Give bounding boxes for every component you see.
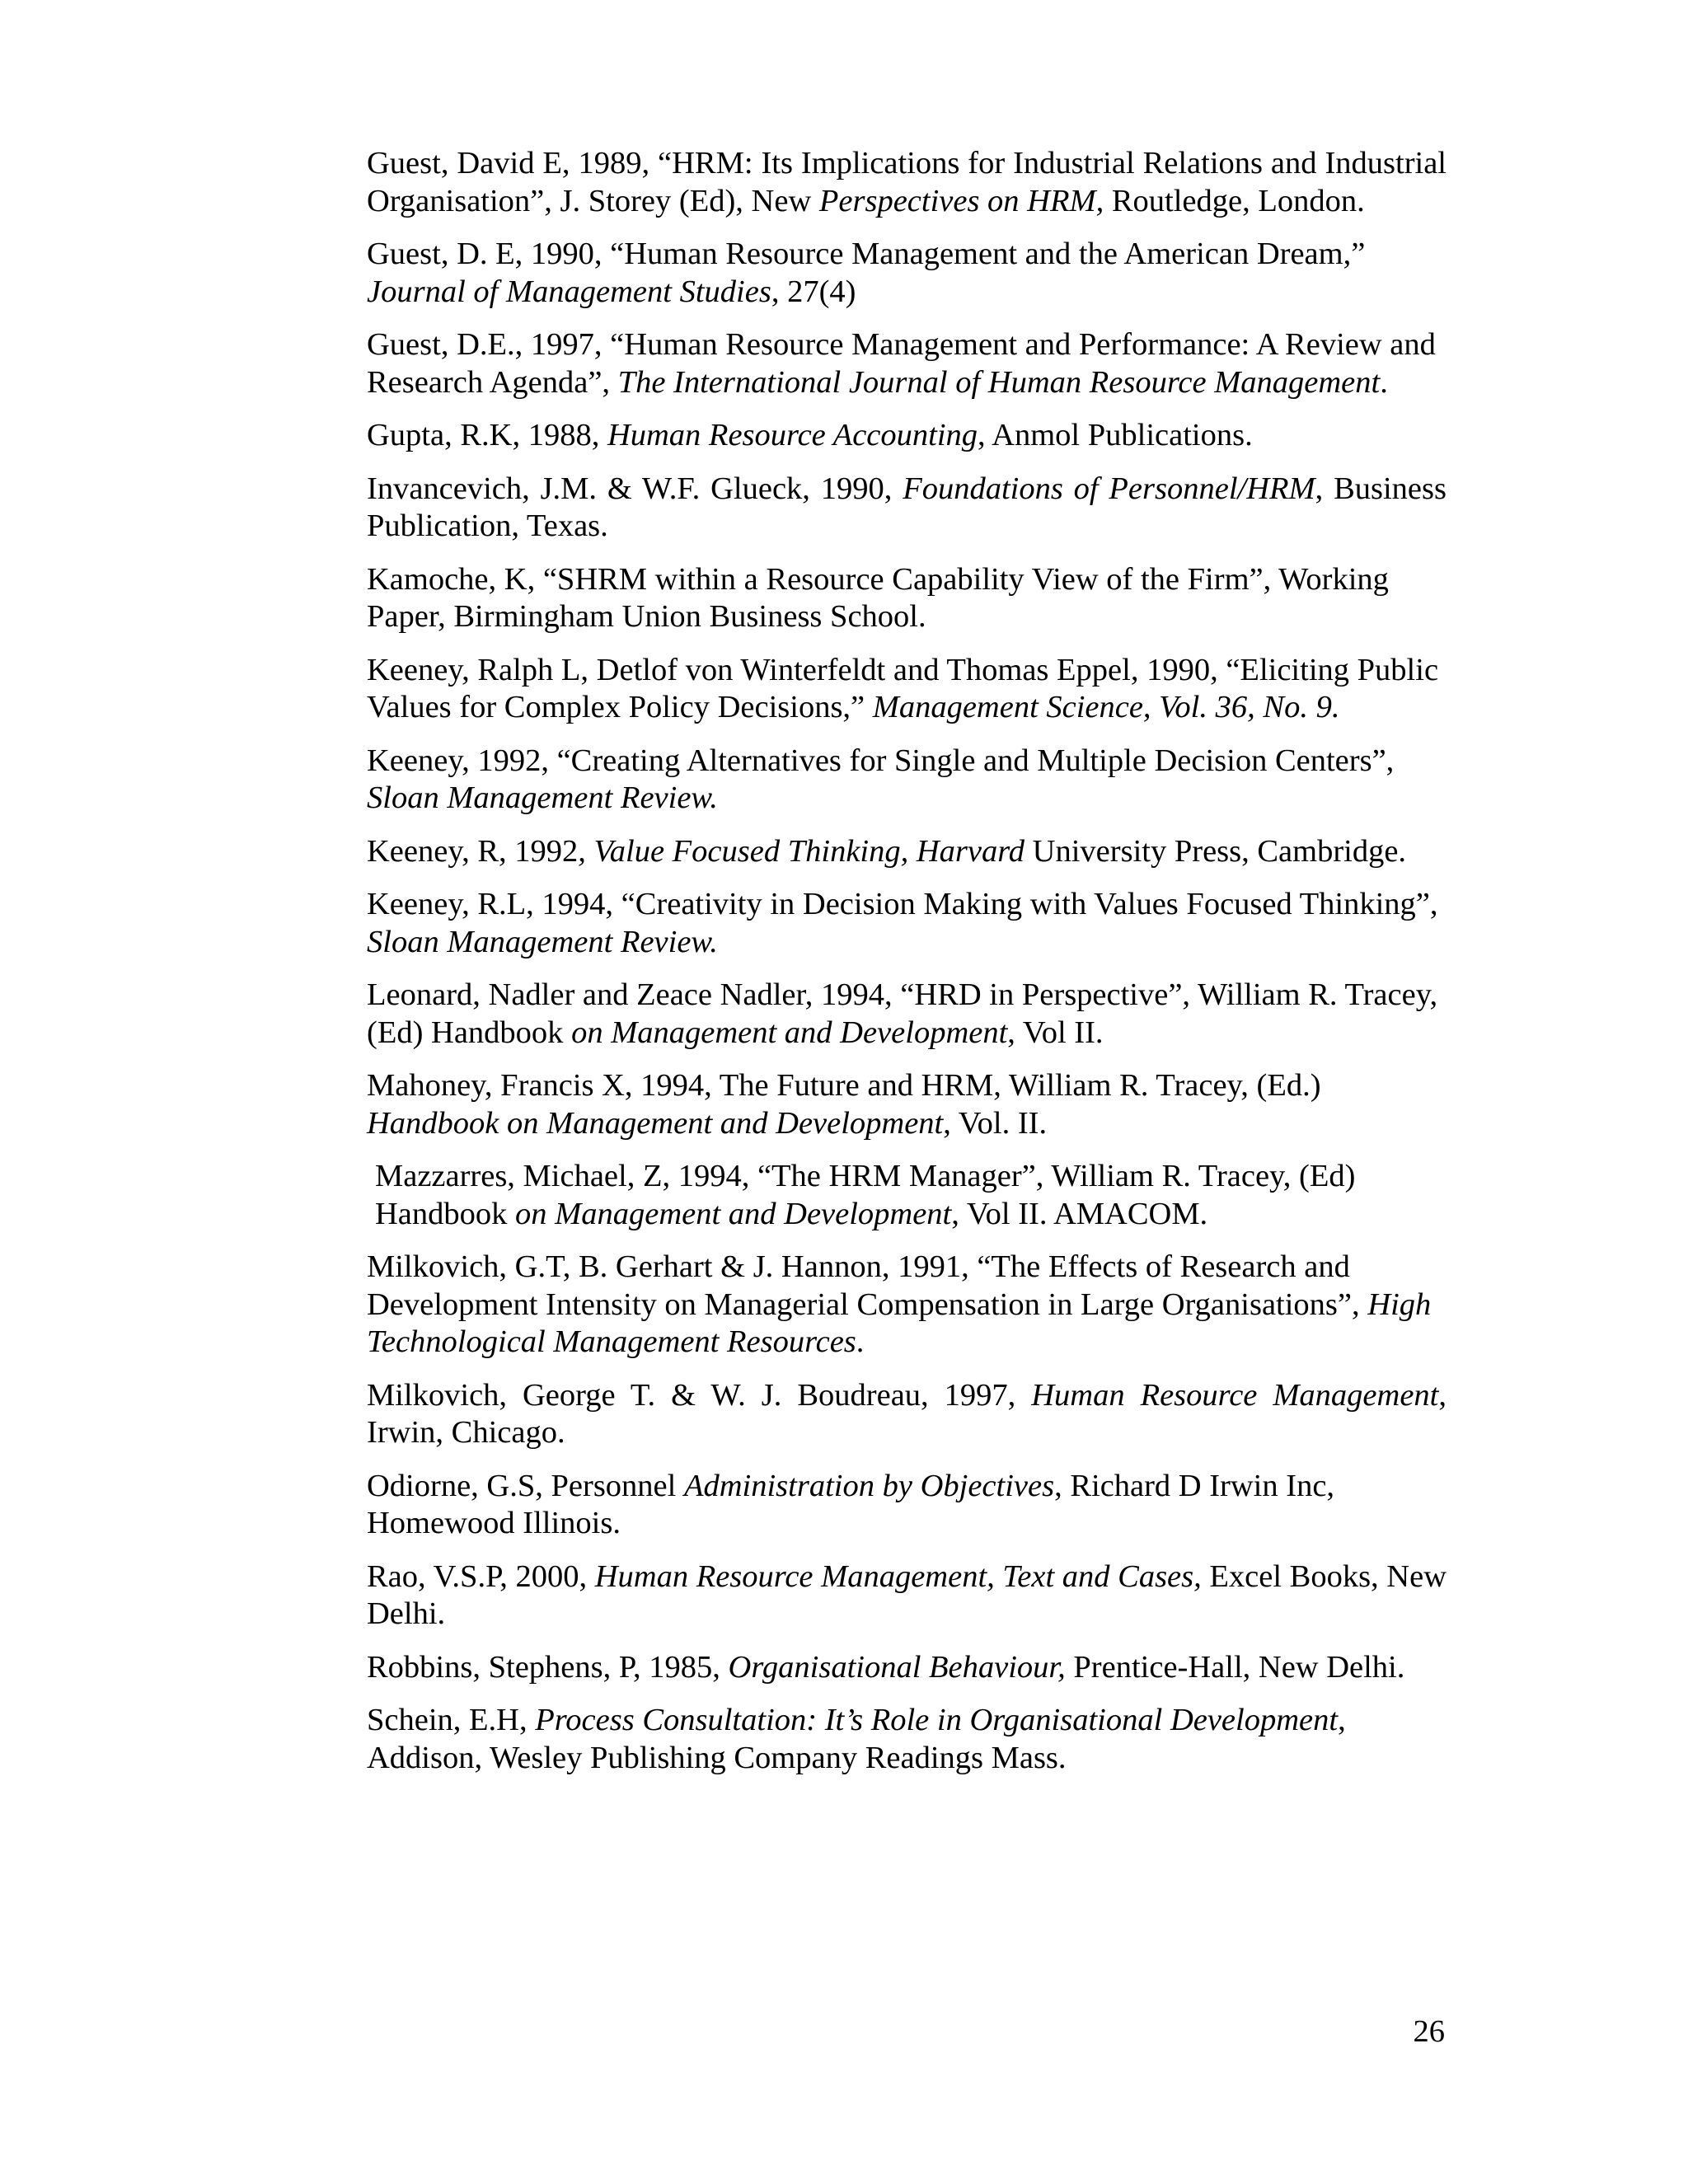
reference-title-italic: Management Science, Vol. 36, No. 9. xyxy=(872,690,1340,724)
reference-text: Guest, David E, 1989, “HRM: Its Implications for Industrial Relations and Industrial Organisation”, J. Storey (Ed), New xyxy=(367,146,1447,218)
reference-entry xyxy=(367,833,1447,871)
reference-text: , Business Publication, Texas. xyxy=(367,471,1447,543)
reference-text: , Vol II. AMACOM. xyxy=(951,1196,1208,1231)
reference-entry xyxy=(367,471,1447,546)
reference-title-italic: Administration by Objectives xyxy=(683,1468,1055,1503)
reference-text: Schein, E.H, xyxy=(367,1703,536,1737)
reference-title-italic: Handbook on Management and Development xyxy=(367,1105,944,1141)
reference-entry xyxy=(367,417,1447,455)
reference-title-italic: Journal of Management Studies xyxy=(367,274,771,309)
reference-list xyxy=(367,145,1447,1793)
reference-title-italic: Perspectives on HRM, xyxy=(818,183,1104,218)
reference-text: Milkovich, George T. & W. J. Boudreau, 1997, xyxy=(367,1377,1032,1413)
reference-title-italic: The International Journal of Human Resource Management xyxy=(617,364,1381,400)
reference-entry xyxy=(367,1558,1447,1633)
reference-entry xyxy=(367,561,1447,636)
reference-entry xyxy=(367,145,1447,220)
reference-title-italic: Organisational Behaviour, xyxy=(728,1649,1066,1685)
reference-text: , Richard D Irwin Inc, Homewood Illinois. xyxy=(367,1468,1335,1540)
reference-title-italic: on Management and Development xyxy=(571,1015,1008,1050)
reference-text: Excel Books, New Delhi. xyxy=(367,1558,1447,1631)
reference-title-italic: Process Consultation: It’s Role in Organisational Development xyxy=(535,1703,1339,1737)
reference-title-italic: Sloan Management Review. xyxy=(367,924,718,959)
reference-text: Routledge, London. xyxy=(1104,183,1365,218)
reference-text: Mazzarres, Michael, Z, 1994, “The HRM Manager”, William R. Tracey, (Ed) Handbook xyxy=(375,1159,1356,1231)
reference-title-italic: Sloan Management Review. xyxy=(367,780,718,815)
reference-text: Keeney, R.L, 1994, “Creativity in Decision Making with Values Focused Thinking”, xyxy=(367,887,1438,921)
reference-entry xyxy=(367,1067,1447,1142)
reference-entry xyxy=(367,1468,1447,1543)
reference-text: , 27(4) xyxy=(771,274,856,309)
reference-text: Kamoche, K, “SHRM within a Resource Capability View of the Firm”, Working Paper, Birmingham Union Business School. xyxy=(367,561,1389,634)
reference-text: , Addison, Wesley Publishing Company Readings Mass. xyxy=(367,1703,1346,1775)
reference-entry xyxy=(367,1649,1447,1687)
reference-text: , Anmol Publications. xyxy=(978,418,1253,452)
reference-title-italic: Human Resource Management, Text and Cases, xyxy=(594,1558,1202,1594)
reference-entry xyxy=(367,326,1447,401)
reference-entry xyxy=(367,236,1447,311)
reference-title-italic: High Technological Management Resources xyxy=(367,1286,1432,1359)
reference-text: Keeney, 1992, “Creating Alternatives for Single and Multiple Decision Centers”, xyxy=(367,743,1395,778)
reference-entry xyxy=(367,1377,1447,1452)
reference-entry xyxy=(367,977,1447,1052)
reference-text: Guest, D.E., 1997, “Human Resource Management and Performance: A Review and Research Agenda”, xyxy=(367,327,1436,400)
reference-text: . xyxy=(1380,364,1388,400)
reference-entry xyxy=(367,652,1447,727)
reference-text: Robbins, Stephens, P, 1985, xyxy=(367,1649,729,1685)
reference-text: Mahoney, Francis X, 1994, The Future and HRM, William R. Tracey, (Ed.) xyxy=(367,1068,1321,1103)
reference-text: Milkovich, G.T, B. Gerhart & J. Hannon, 1991, “The Effects of Research and Development Intensity on Managerial Compensation in Large Organisations”, xyxy=(367,1249,1368,1322)
reference-text: , Vol. II. xyxy=(943,1105,1048,1141)
reference-entry xyxy=(367,886,1447,961)
reference-text: . xyxy=(856,1324,865,1359)
reference-entry xyxy=(367,1702,1447,1777)
page-number: 26 xyxy=(1413,2014,1445,2049)
reference-entry xyxy=(367,1249,1447,1361)
reference-title-italic: Human Resource Management xyxy=(1031,1377,1439,1413)
reference-title-italic: Human Resource Accounting xyxy=(607,418,978,452)
reference-text: University Press, Cambridge. xyxy=(1025,833,1407,869)
reference-text: Gupta, R.K, 1988, xyxy=(367,418,607,452)
reference-text: Odiorne, G.S, Personnel xyxy=(367,1468,684,1503)
reference-text: Rao, V.S.P, 2000, xyxy=(367,1558,595,1594)
reference-title-italic: Foundations of Personnel/HRM xyxy=(903,471,1315,506)
reference-entry xyxy=(367,1158,1447,1233)
reference-text: Leonard, Nadler and Zeace Nadler, 1994, “HRD in Perspective”, William R. Tracey, (Ed) Handbook xyxy=(367,977,1438,1050)
reference-text: Keeney, R, 1992 xyxy=(367,833,579,869)
reference-text: , Irwin, Chicago. xyxy=(367,1377,1447,1450)
reference-text: Invancevich, J.M. & W.F. Glueck, 1990, xyxy=(367,471,903,506)
reference-text: Keeney, Ralph L, Detlof von Winterfeldt and Thomas Eppel, 1990, “Eliciting Public Values for Complex Policy Decisions,” xyxy=(367,652,1439,724)
reference-entry xyxy=(367,743,1447,818)
reference-title-italic: on Management and Development xyxy=(515,1196,952,1231)
reference-title-italic: , Value Focused Thinking, Harvard xyxy=(578,833,1025,869)
reference-text: Prentice-Hall, New Delhi. xyxy=(1065,1649,1405,1685)
reference-text: , Vol II. xyxy=(1007,1015,1104,1050)
reference-text: Guest, D. E, 1990, “Human Resource Management and the American Dream,” xyxy=(367,237,1366,271)
